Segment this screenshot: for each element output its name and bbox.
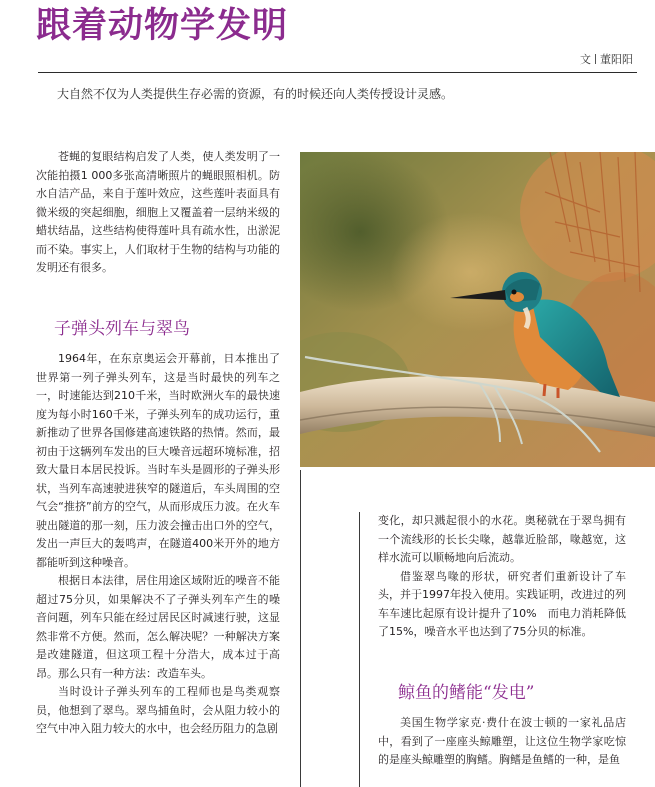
right-column-body [378, 714, 626, 770]
paragraph: 借鉴翠鸟喙的形状，研究者们重新设计了车头，并于1997年投入使用。实践证明，改进过的列车车速比起原有设计提升了10% 而电力消耗降低了15%，噪音水平也达到了75分贝的标准。 [378, 569, 626, 638]
section-heading-bullet-train: 子弹头列车与翠鸟 [54, 319, 190, 339]
kingfisher-illustration [300, 152, 655, 467]
right-column [378, 512, 626, 642]
column-divider [300, 470, 301, 787]
byline-prefix: 文 [580, 53, 591, 66]
paragraph: 当时设计子弹头列车的工程师也是鸟类观察员，他想到了翠鸟。翠鸟捕鱼时，会从阻力较小的空气中冲入阻力较大的水中，也会经历阻力的急剧 [36, 685, 280, 735]
intro-paragraph: 苍蝇的复眼结构启发了人类，使人类发明了一次能拍摄1 000多张高清晰照片的蝇眼照相机。防水自洁产品，来自于莲叶效应，这些莲叶表面具有微米级的突起细胞，细胞上又覆盖着一层纳米级的蜡状结晶，这些结构使得莲叶具有疏水性，出淤泥而不染。事实上，人们取材于生物的结构与功能的发明还有很多。 [36, 150, 280, 274]
section-heading-whale-fin: 鲸鱼的鳍能“发电” [398, 683, 535, 703]
lede-paragraph: 大自然不仅为人类提供生存必需的资源，有的时候还向人类传授设计灵感。 [57, 87, 454, 101]
byline [580, 53, 633, 67]
left-column-body [36, 350, 280, 739]
author-name: 董阳阳 [600, 53, 633, 66]
byline-divider [595, 54, 596, 64]
kingfisher-photo [300, 152, 655, 467]
left-column [36, 148, 280, 278]
paragraph: 美国生物学家克·费什在波士顿的一家礼品店中，看到了一座座头鲸雕塑，让这位生物学家吃惊的是座头鲸雕塑的胸鳍。胸鳍是鱼鳍的一种，是鱼 [378, 716, 626, 766]
column-divider [359, 512, 360, 787]
paragraph: 根据日本法律，居住用途区域附近的噪音不能超过75分贝，如果解决不了子弹头列车产生的噪音问题，列车只能在经过居民区时减速行驶，这显然非常不方便。然而，怎么解决呢？一种解决方案是改建隧道，但这项工程十分浩大，成本过于高昂。那么只有一种方法：改造车头。 [36, 574, 280, 680]
paragraph: 变化，却只溅起很小的水花。奥秘就在于翠鸟拥有一个流线形的长长尖喙，越靠近脸部，喙越宽，这样水流可以顺畅地向后流动。 [378, 514, 626, 564]
paragraph: 1964年，在东京奥运会开幕前，日本推出了世界第一列子弹头列车，这是当时最快的列车之一，时速能达到210千米，当时欧洲火车的最快速度为每小时160千米，子弹头列车的成功运行，重新推动了世界各国修建高速铁路的热情。然而，最初由于这辆列车发出的巨大噪音远超环境标准，招致大量日本居民投诉。当时车头是圆形的子弹头形状，当列车高速驶进狭窄的隧道后，车头周围的空气会“推挤”前方的空气，从而形成压力波。在火车驶出隧道的那一刻，压力波会撞击出口外的空气，发出一声巨大的轰鸣声，在隧道400米开外的地方都能听到这种噪音。 [36, 352, 280, 569]
article-title: 跟着动物学发明 [36, 6, 289, 46]
header-rule [38, 72, 637, 73]
